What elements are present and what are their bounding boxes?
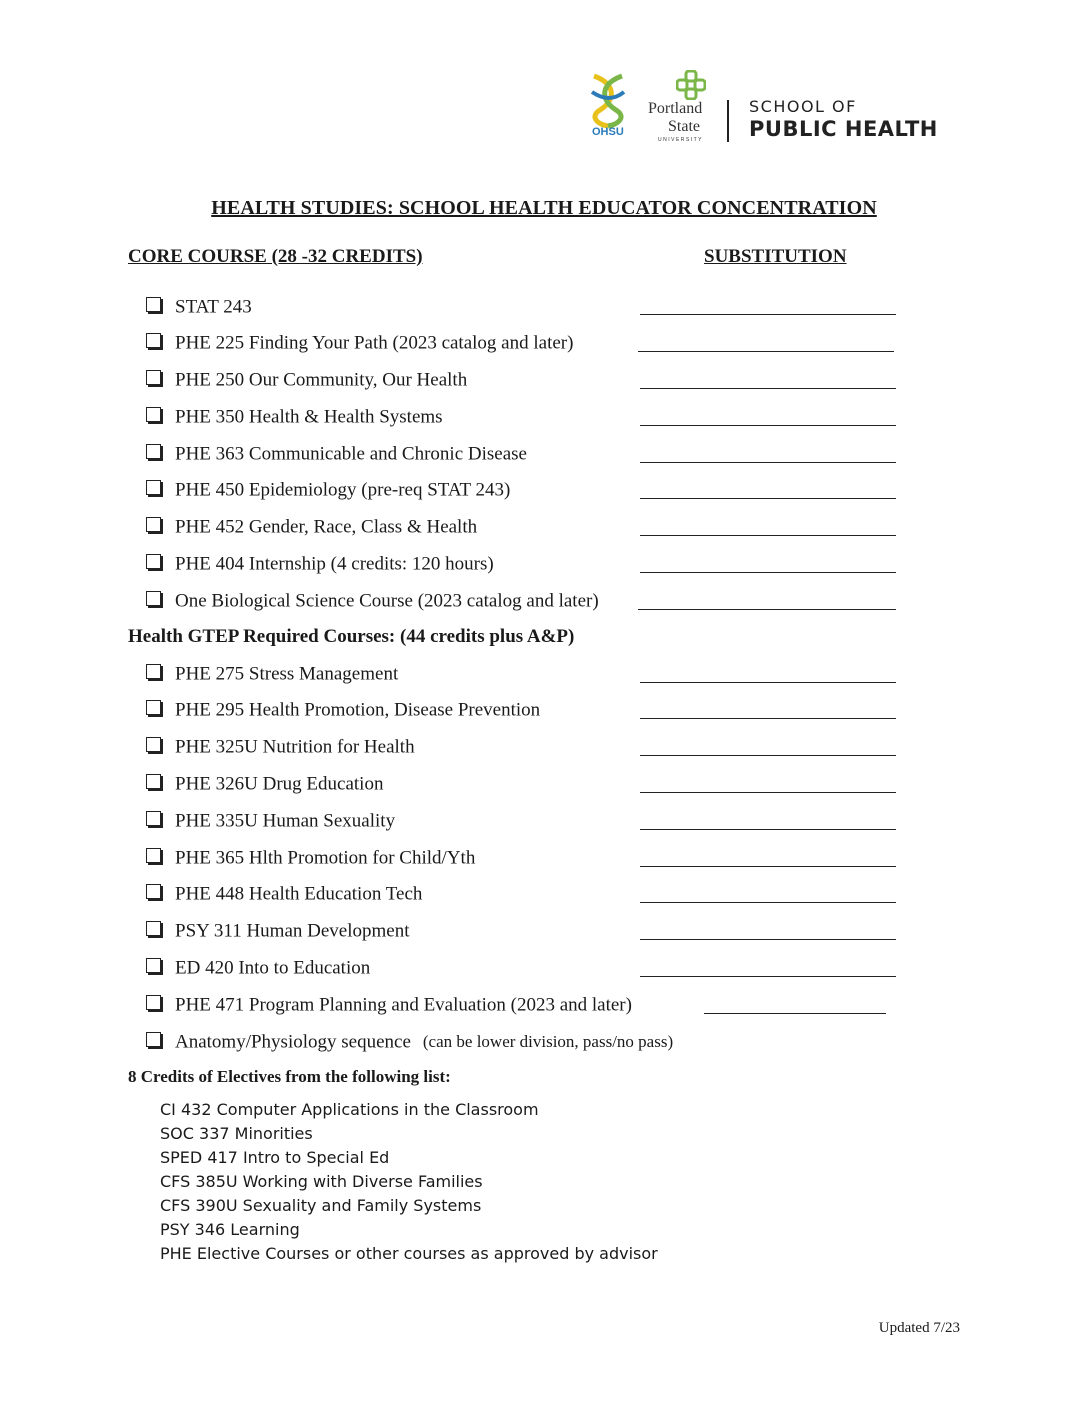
checkbox[interactable] bbox=[146, 480, 161, 495]
course-label: PSY 311 Human Development bbox=[175, 920, 410, 942]
checkbox[interactable] bbox=[146, 591, 161, 606]
course-label: PHE 450 Epidemiology (pre-req STAT 243) bbox=[175, 479, 511, 501]
course-label: PHE 471 Program Planning and Evaluation (2023 and later) bbox=[175, 994, 632, 1016]
gtep-item-phe295 bbox=[146, 696, 540, 724]
gtep-item-phe325u bbox=[146, 733, 415, 761]
core-item-stat243 bbox=[146, 293, 252, 321]
substitution-line[interactable] bbox=[638, 609, 896, 610]
ohsu-label: OHSU bbox=[592, 126, 624, 138]
gtep-item-anatomy bbox=[146, 1028, 673, 1056]
checkbox[interactable] bbox=[146, 737, 161, 752]
checkbox[interactable] bbox=[146, 407, 161, 422]
checkbox[interactable] bbox=[146, 774, 161, 789]
checkbox[interactable] bbox=[146, 811, 161, 826]
core-item-phe452 bbox=[146, 513, 477, 541]
core-item-phe450 bbox=[146, 476, 510, 504]
gtep-item-phe471 bbox=[146, 991, 632, 1019]
elective-item: SPED 417 Intro to Special Ed bbox=[160, 1148, 390, 1167]
gtep-item-phe275 bbox=[146, 660, 398, 688]
gtep-item-phe365 bbox=[146, 844, 475, 872]
psu-line1: Portland bbox=[648, 100, 703, 117]
course-label: PHE 250 Our Community, Our Health bbox=[175, 369, 468, 391]
header-logos bbox=[586, 70, 958, 146]
gtep-item-psy311 bbox=[146, 917, 410, 945]
core-item-phe363 bbox=[146, 440, 527, 468]
substitution-line[interactable] bbox=[640, 939, 896, 940]
substitution-line[interactable] bbox=[640, 902, 896, 903]
substitution-line[interactable] bbox=[640, 682, 896, 683]
substitution-line[interactable] bbox=[640, 425, 896, 426]
checkbox[interactable] bbox=[146, 297, 161, 312]
checkbox[interactable] bbox=[146, 664, 161, 679]
core-item-phe225 bbox=[146, 329, 573, 357]
course-label: One Biological Science Course (2023 catalog and later) bbox=[175, 590, 599, 612]
course-label: PHE 335U Human Sexuality bbox=[175, 810, 396, 832]
course-label: PHE 326U Drug Education bbox=[175, 773, 384, 795]
page-title: HEALTH STUDIES: SCHOOL HEALTH EDUCATOR CONCENTRATION bbox=[211, 197, 877, 219]
checkbox[interactable] bbox=[146, 333, 161, 348]
core-item-phe250 bbox=[146, 366, 467, 394]
course-label: PHE 365 Hlth Promotion for Child/Yth bbox=[175, 847, 476, 869]
substitution-line[interactable] bbox=[640, 976, 896, 977]
elective-item: PSY 346 Learning bbox=[160, 1220, 300, 1239]
elective-item: CFS 390U Sexuality and Family Systems bbox=[160, 1196, 482, 1215]
checkbox[interactable] bbox=[146, 700, 161, 715]
checkbox[interactable] bbox=[146, 848, 161, 863]
checkbox[interactable] bbox=[146, 958, 161, 973]
school-line1: SCHOOL OF bbox=[749, 97, 857, 116]
elective-item: PHE Elective Courses or other courses as approved by advisor bbox=[160, 1244, 658, 1263]
checkbox[interactable] bbox=[146, 995, 161, 1010]
psu-line3: UNIVERSITY bbox=[658, 137, 704, 143]
gtep-item-ed420 bbox=[146, 954, 370, 982]
substitution-line[interactable] bbox=[640, 314, 896, 315]
course-label: Anatomy/Physiology sequence bbox=[175, 1031, 411, 1053]
checkbox[interactable] bbox=[146, 444, 161, 459]
course-label: PHE 275 Stress Management bbox=[175, 663, 399, 685]
checkbox[interactable] bbox=[146, 370, 161, 385]
gtep-item-phe448 bbox=[146, 880, 422, 908]
course-label: PHE 325U Nutrition for Health bbox=[175, 736, 415, 758]
gtep-item-phe335u bbox=[146, 807, 395, 835]
school-line2: PUBLIC HEALTH bbox=[749, 117, 938, 141]
updated-date: Updated 7/23 bbox=[878, 1320, 960, 1336]
substitution-line[interactable] bbox=[640, 535, 896, 536]
substitution-line[interactable] bbox=[640, 572, 896, 573]
checkbox[interactable] bbox=[146, 554, 161, 569]
course-label: PHE 295 Health Promotion, Disease Prevention bbox=[175, 699, 541, 721]
checkbox[interactable] bbox=[146, 1032, 161, 1047]
elective-item: CI 432 Computer Applications in the Classroom bbox=[160, 1100, 539, 1119]
checkbox[interactable] bbox=[146, 921, 161, 936]
substitution-line[interactable] bbox=[638, 351, 894, 352]
course-label: PHE 350 Health & Health Systems bbox=[175, 406, 443, 428]
elective-item: SOC 337 Minorities bbox=[160, 1124, 313, 1143]
course-label: ED 420 Into to Education bbox=[175, 957, 371, 979]
core-item-phe350 bbox=[146, 403, 443, 431]
checkbox[interactable] bbox=[146, 884, 161, 899]
course-label: STAT 243 bbox=[175, 296, 252, 318]
electives-heading: 8 Credits of Electives from the following list: bbox=[128, 1067, 451, 1086]
gtep-item-phe326u bbox=[146, 770, 383, 798]
course-label: PHE 404 Internship (4 credits: 120 hours) bbox=[175, 553, 494, 575]
electives-list bbox=[160, 1098, 658, 1266]
logo-divider bbox=[727, 100, 729, 142]
checkbox[interactable] bbox=[146, 517, 161, 532]
psu-logo-icon bbox=[676, 70, 706, 100]
core-item-phe404 bbox=[146, 550, 494, 578]
substitution-line[interactable] bbox=[640, 866, 896, 867]
course-label: PHE 225 Finding Your Path (2023 catalog and later) bbox=[175, 332, 574, 354]
course-label: PHE 448 Health Education Tech bbox=[175, 883, 423, 905]
substitution-line[interactable] bbox=[640, 792, 896, 793]
substitution-line[interactable] bbox=[640, 388, 896, 389]
substitution-line[interactable] bbox=[640, 462, 896, 463]
core-heading: CORE COURSE (28 -32 CREDITS) bbox=[128, 246, 423, 267]
substitution-line[interactable] bbox=[640, 718, 896, 719]
elective-item: CFS 385U Working with Diverse Families bbox=[160, 1172, 483, 1191]
substitution-line[interactable] bbox=[640, 755, 896, 756]
substitution-line[interactable] bbox=[704, 1013, 886, 1014]
core-item-bio-science bbox=[146, 587, 599, 615]
substitution-line[interactable] bbox=[640, 829, 896, 830]
course-note: (can be lower division, pass/no pass) bbox=[422, 1032, 674, 1051]
course-label: PHE 452 Gender, Race, Class & Health bbox=[175, 516, 478, 538]
course-label: PHE 363 Communicable and Chronic Disease bbox=[175, 443, 527, 465]
psu-line2: State bbox=[668, 118, 700, 135]
substitution-line[interactable] bbox=[640, 498, 896, 499]
gtep-heading: Health GTEP Required Courses: (44 credits plus A&P) bbox=[128, 626, 575, 647]
ohsu-logo-icon bbox=[586, 70, 630, 132]
substitution-heading: SUBSTITUTION bbox=[704, 246, 847, 267]
